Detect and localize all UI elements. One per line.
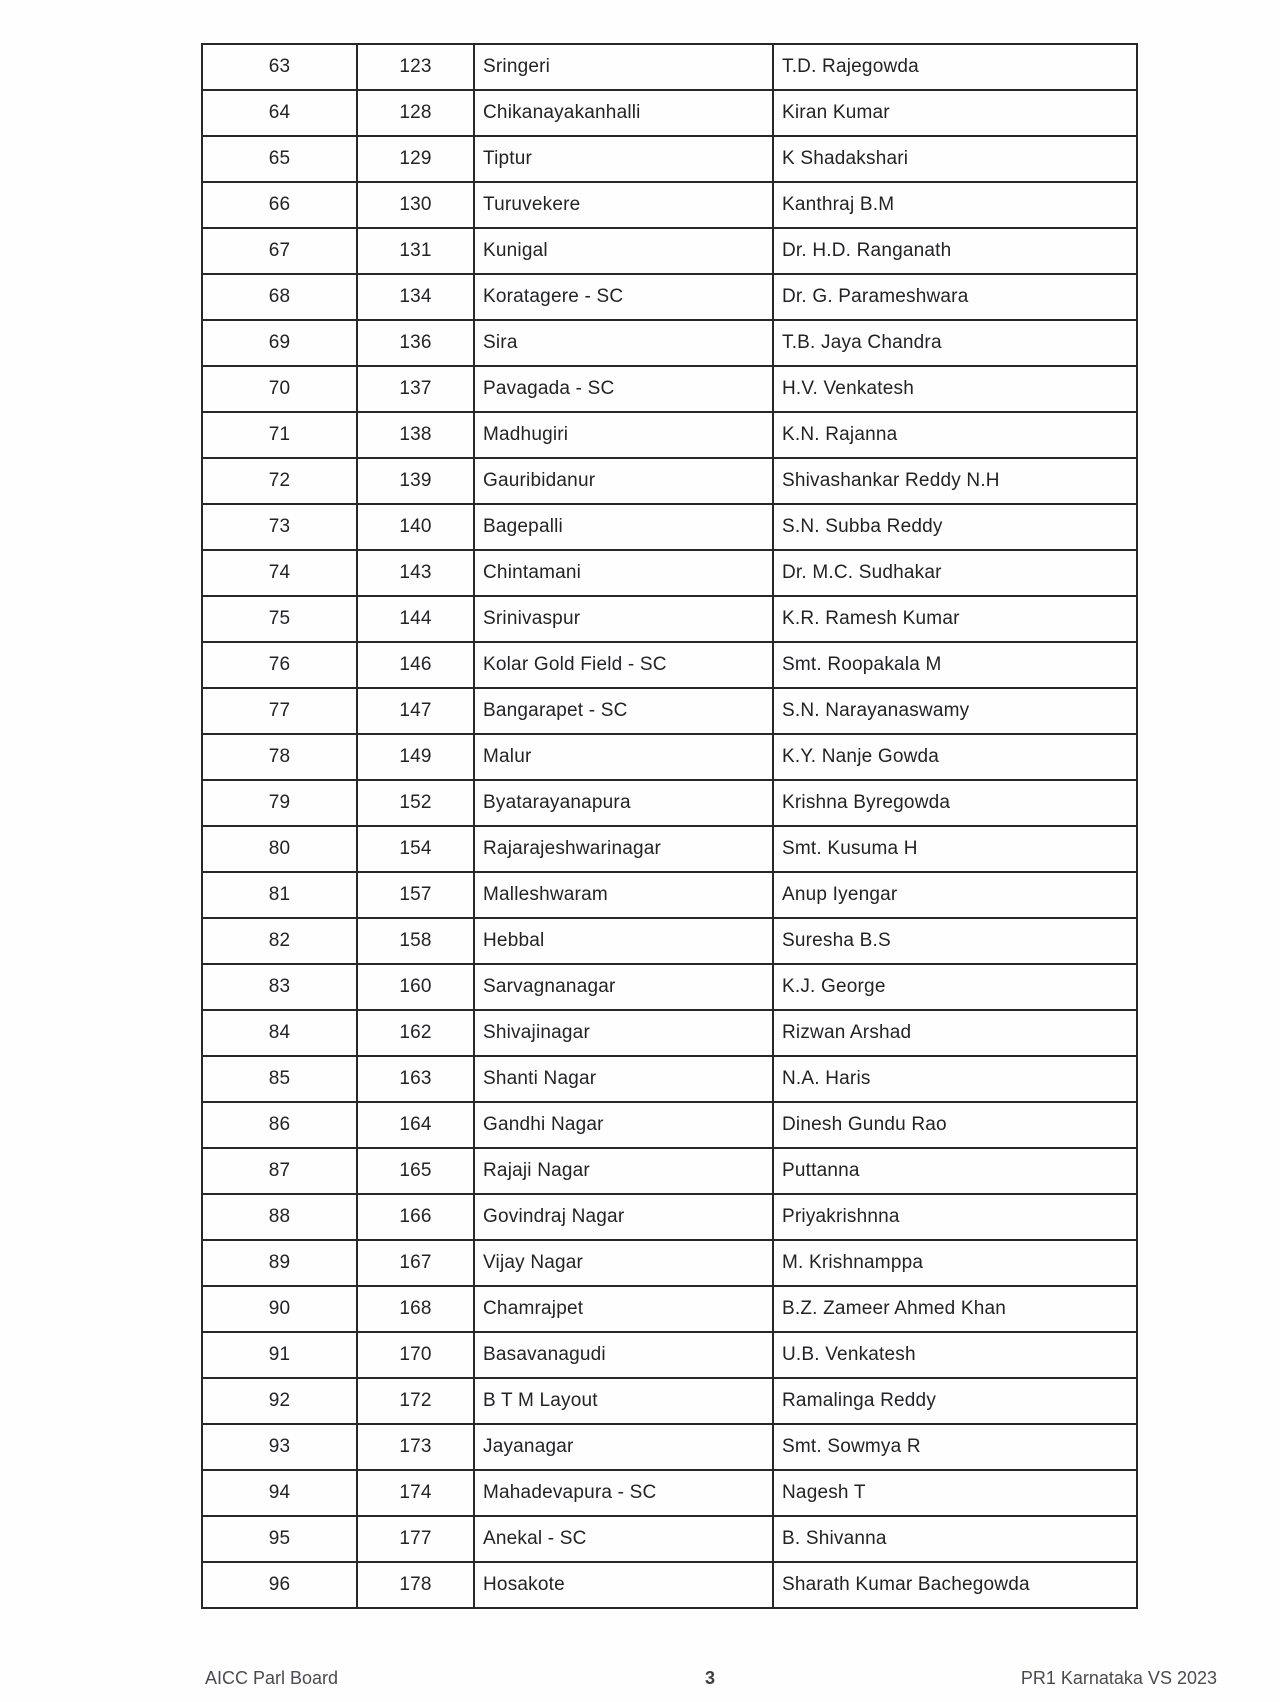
table-row: [202, 412, 1137, 458]
candidate-name-cell: Nagesh T: [773, 1470, 1137, 1516]
serial-number-cell: 80: [202, 826, 357, 872]
constituency-number-cell: 163: [357, 1056, 474, 1102]
candidate-name-cell: Krishna Byregowda: [773, 780, 1137, 826]
constituency-number-cell: 146: [357, 642, 474, 688]
table-row: [202, 1516, 1137, 1562]
constituency-name-cell: Madhugiri: [474, 412, 773, 458]
constituency-number-cell: 138: [357, 412, 474, 458]
serial-number-cell: 85: [202, 1056, 357, 1102]
table-row: [202, 1240, 1137, 1286]
constituency-number-cell: 174: [357, 1470, 474, 1516]
table-row: [202, 1424, 1137, 1470]
candidate-name-cell: H.V. Venkatesh: [773, 366, 1137, 412]
table-row: [202, 1562, 1137, 1608]
footer-document-label: AICC Parl Board: [205, 1668, 339, 1688]
table-row: [202, 182, 1137, 228]
candidate-name-cell: Rizwan Arshad: [773, 1010, 1137, 1056]
footer-document-code: PR1 Karnataka VS 2023: [1020, 1668, 1217, 1688]
constituency-number-cell: 136: [357, 320, 474, 366]
serial-number-cell: 69: [202, 320, 357, 366]
candidate-name-cell: K.J. George: [773, 964, 1137, 1010]
table-row: [202, 1470, 1137, 1516]
candidate-name-cell: K.R. Ramesh Kumar: [773, 596, 1137, 642]
table-row: [202, 458, 1137, 504]
constituency-number-cell: 167: [357, 1240, 474, 1286]
table-row: [202, 1056, 1137, 1102]
table-row: [202, 642, 1137, 688]
serial-number-cell: 79: [202, 780, 357, 826]
serial-number-cell: 83: [202, 964, 357, 1010]
serial-number-cell: 84: [202, 1010, 357, 1056]
constituency-number-cell: 177: [357, 1516, 474, 1562]
candidate-name-cell: K.Y. Nanje Gowda: [773, 734, 1137, 780]
candidate-name-cell: Dinesh Gundu Rao: [773, 1102, 1137, 1148]
candidate-name-cell: Puttanna: [773, 1148, 1137, 1194]
constituency-name-cell: Chintamani: [474, 550, 773, 596]
constituency-name-cell: Shanti Nagar: [474, 1056, 773, 1102]
serial-number-cell: 75: [202, 596, 357, 642]
constituency-name-cell: Bagepalli: [474, 504, 773, 550]
constituency-number-cell: 137: [357, 366, 474, 412]
serial-number-cell: 77: [202, 688, 357, 734]
table-row: [202, 504, 1137, 550]
constituency-name-cell: Rajaji Nagar: [474, 1148, 773, 1194]
constituency-name-cell: Govindraj Nagar: [474, 1194, 773, 1240]
table-row: [202, 1332, 1137, 1378]
serial-number-cell: 88: [202, 1194, 357, 1240]
serial-number-cell: 87: [202, 1148, 357, 1194]
constituency-number-cell: 154: [357, 826, 474, 872]
constituency-name-cell: Byatarayanapura: [474, 780, 773, 826]
constituency-number-cell: 123: [357, 44, 474, 90]
constituency-number-cell: 149: [357, 734, 474, 780]
constituency-number-cell: 143: [357, 550, 474, 596]
candidate-name-cell: U.B. Venkatesh: [773, 1332, 1137, 1378]
constituency-name-cell: Kunigal: [474, 228, 773, 274]
constituency-name-cell: Hebbal: [474, 918, 773, 964]
serial-number-cell: 94: [202, 1470, 357, 1516]
serial-number-cell: 74: [202, 550, 357, 596]
table-row: [202, 228, 1137, 274]
candidate-name-cell: Suresha B.S: [773, 918, 1137, 964]
serial-number-cell: 90: [202, 1286, 357, 1332]
constituency-number-cell: 152: [357, 780, 474, 826]
candidate-list-table: [201, 43, 1138, 1609]
serial-number-cell: 89: [202, 1240, 357, 1286]
serial-number-cell: 93: [202, 1424, 357, 1470]
constituency-name-cell: Bangarapet - SC: [474, 688, 773, 734]
candidate-name-cell: B.Z. Zameer Ahmed Khan: [773, 1286, 1137, 1332]
candidate-name-cell: S.N. Subba Reddy: [773, 504, 1137, 550]
constituency-number-cell: 140: [357, 504, 474, 550]
constituency-number-cell: 128: [357, 90, 474, 136]
candidate-name-cell: Smt. Roopakala M: [773, 642, 1137, 688]
candidate-name-cell: K Shadakshari: [773, 136, 1137, 182]
constituency-name-cell: Chamrajpet: [474, 1286, 773, 1332]
serial-number-cell: 64: [202, 90, 357, 136]
candidate-name-cell: N.A. Haris: [773, 1056, 1137, 1102]
table-row: [202, 1286, 1137, 1332]
constituency-name-cell: Pavagada - SC: [474, 366, 773, 412]
constituency-number-cell: 147: [357, 688, 474, 734]
constituency-name-cell: Sira: [474, 320, 773, 366]
constituency-name-cell: Malleshwaram: [474, 872, 773, 918]
page-footer: [0, 1668, 1280, 1694]
serial-number-cell: 65: [202, 136, 357, 182]
constituency-name-cell: Sringeri: [474, 44, 773, 90]
table-row: [202, 1378, 1137, 1424]
serial-number-cell: 70: [202, 366, 357, 412]
constituency-name-cell: Jayanagar: [474, 1424, 773, 1470]
candidate-name-cell: B. Shivanna: [773, 1516, 1137, 1562]
serial-number-cell: 86: [202, 1102, 357, 1148]
serial-number-cell: 63: [202, 44, 357, 90]
constituency-number-cell: 160: [357, 964, 474, 1010]
table-row: [202, 964, 1137, 1010]
serial-number-cell: 73: [202, 504, 357, 550]
constituency-name-cell: Vijay Nagar: [474, 1240, 773, 1286]
constituency-name-cell: Sarvagnanagar: [474, 964, 773, 1010]
candidate-name-cell: Smt. Kusuma H: [773, 826, 1137, 872]
table-row: [202, 366, 1137, 412]
candidate-name-cell: Dr. M.C. Sudhakar: [773, 550, 1137, 596]
candidate-name-cell: K.N. Rajanna: [773, 412, 1137, 458]
page-number: 3: [704, 1668, 715, 1688]
table-row: [202, 826, 1137, 872]
serial-number-cell: 66: [202, 182, 357, 228]
candidate-name-cell: Sharath Kumar Bachegowda: [773, 1562, 1137, 1608]
candidate-name-cell: T.D. Rajegowda: [773, 44, 1137, 90]
candidate-name-cell: Ramalinga Reddy: [773, 1378, 1137, 1424]
constituency-name-cell: Malur: [474, 734, 773, 780]
constituency-number-cell: 166: [357, 1194, 474, 1240]
serial-number-cell: 72: [202, 458, 357, 504]
table-row: [202, 1194, 1137, 1240]
constituency-name-cell: Chikanayakanhalli: [474, 90, 773, 136]
serial-number-cell: 68: [202, 274, 357, 320]
table-row: [202, 90, 1137, 136]
constituency-number-cell: 164: [357, 1102, 474, 1148]
constituency-number-cell: 172: [357, 1378, 474, 1424]
candidate-name-cell: Shivashankar Reddy N.H: [773, 458, 1137, 504]
serial-number-cell: 91: [202, 1332, 357, 1378]
serial-number-cell: 92: [202, 1378, 357, 1424]
constituency-number-cell: 162: [357, 1010, 474, 1056]
constituency-number-cell: 158: [357, 918, 474, 964]
serial-number-cell: 95: [202, 1516, 357, 1562]
constituency-number-cell: 129: [357, 136, 474, 182]
candidate-name-cell: Kanthraj B.M: [773, 182, 1137, 228]
table-row: [202, 1102, 1137, 1148]
candidate-name-cell: Dr. H.D. Ranganath: [773, 228, 1137, 274]
candidate-name-cell: S.N. Narayanaswamy: [773, 688, 1137, 734]
constituency-number-cell: 144: [357, 596, 474, 642]
table-row: [202, 872, 1137, 918]
table-row: [202, 274, 1137, 320]
candidate-name-cell: Anup Iyengar: [773, 872, 1137, 918]
constituency-name-cell: Koratagere - SC: [474, 274, 773, 320]
candidate-list-table-body: [202, 44, 1137, 1608]
constituency-name-cell: Mahadevapura - SC: [474, 1470, 773, 1516]
constituency-number-cell: 134: [357, 274, 474, 320]
serial-number-cell: 71: [202, 412, 357, 458]
serial-number-cell: 81: [202, 872, 357, 918]
constituency-name-cell: Hosakote: [474, 1562, 773, 1608]
constituency-number-cell: 170: [357, 1332, 474, 1378]
candidate-name-cell: M. Krishnamppa: [773, 1240, 1137, 1286]
serial-number-cell: 76: [202, 642, 357, 688]
constituency-name-cell: Rajarajeshwarinagar: [474, 826, 773, 872]
table-row: [202, 688, 1137, 734]
constituency-name-cell: Gauribidanur: [474, 458, 773, 504]
candidate-name-cell: Kiran Kumar: [773, 90, 1137, 136]
constituency-number-cell: 165: [357, 1148, 474, 1194]
table-row: [202, 44, 1137, 90]
constituency-number-cell: 173: [357, 1424, 474, 1470]
serial-number-cell: 82: [202, 918, 357, 964]
candidate-name-cell: Priyakrishnna: [773, 1194, 1137, 1240]
constituency-name-cell: Kolar Gold Field - SC: [474, 642, 773, 688]
candidate-name-cell: Smt. Sowmya R: [773, 1424, 1137, 1470]
serial-number-cell: 78: [202, 734, 357, 780]
constituency-name-cell: B T M Layout: [474, 1378, 773, 1424]
candidate-name-cell: T.B. Jaya Chandra: [773, 320, 1137, 366]
table-row: [202, 1148, 1137, 1194]
constituency-name-cell: Turuvekere: [474, 182, 773, 228]
constituency-name-cell: Gandhi Nagar: [474, 1102, 773, 1148]
constituency-name-cell: Shivajinagar: [474, 1010, 773, 1056]
constituency-name-cell: Tiptur: [474, 136, 773, 182]
constituency-number-cell: 139: [357, 458, 474, 504]
candidate-name-cell: Dr. G. Parameshwara: [773, 274, 1137, 320]
constituency-number-cell: 131: [357, 228, 474, 274]
table-row: [202, 1010, 1137, 1056]
constituency-number-cell: 130: [357, 182, 474, 228]
table-row: [202, 734, 1137, 780]
constituency-number-cell: 168: [357, 1286, 474, 1332]
constituency-number-cell: 178: [357, 1562, 474, 1608]
table-row: [202, 320, 1137, 366]
serial-number-cell: 67: [202, 228, 357, 274]
constituency-number-cell: 157: [357, 872, 474, 918]
table-row: [202, 596, 1137, 642]
table-row: [202, 918, 1137, 964]
serial-number-cell: 96: [202, 1562, 357, 1608]
constituency-name-cell: Srinivaspur: [474, 596, 773, 642]
table-row: [202, 550, 1137, 596]
constituency-name-cell: Basavanagudi: [474, 1332, 773, 1378]
table-row: [202, 136, 1137, 182]
constituency-name-cell: Anekal - SC: [474, 1516, 773, 1562]
table-row: [202, 780, 1137, 826]
